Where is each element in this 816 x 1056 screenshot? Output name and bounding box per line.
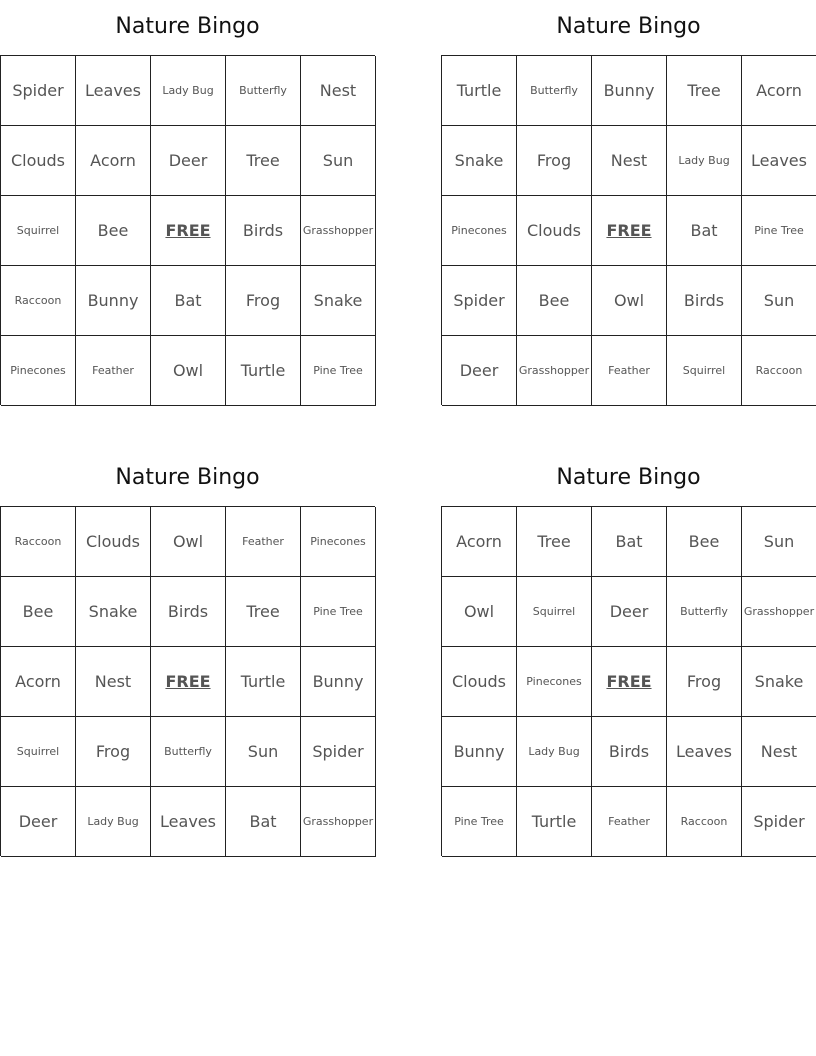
bingo-cell: Deer — [592, 577, 667, 647]
bingo-cell: Pinecones — [1, 336, 76, 406]
card-title: Nature Bingo — [556, 465, 701, 490]
bingo-cell: Spider — [742, 787, 816, 857]
bingo-grid — [0, 55, 375, 405]
bingo-cell: Bunny — [592, 56, 667, 126]
bingo-cell: Pine Tree — [301, 336, 376, 406]
bingo-cell: Feather — [592, 787, 667, 857]
bingo-cell: Butterfly — [517, 56, 592, 126]
bingo-cell: Owl — [151, 336, 226, 406]
bingo-cell: Acorn — [1, 647, 76, 717]
bingo-cell: Tree — [667, 56, 742, 126]
bingo-cell: Deer — [151, 126, 226, 196]
bingo-cell: Tree — [517, 507, 592, 577]
bingo-cell: Feather — [76, 336, 151, 406]
bingo-cell: Lady Bug — [151, 56, 226, 126]
bingo-cell: Lady Bug — [667, 126, 742, 196]
bingo-cell: Spider — [301, 717, 376, 787]
bingo-cell: Nest — [742, 717, 816, 787]
bingo-cell: Turtle — [442, 56, 517, 126]
bingo-cell: Bunny — [301, 647, 376, 717]
bingo-cell: Bat — [592, 507, 667, 577]
bingo-cell: Squirrel — [1, 196, 76, 266]
bingo-cell: Pinecones — [442, 196, 517, 266]
bingo-cell: Sun — [742, 266, 816, 336]
bingo-cell: Feather — [226, 507, 301, 577]
bingo-cell: Spider — [1, 56, 76, 126]
bingo-cell: Turtle — [226, 647, 301, 717]
bingo-cell: Deer — [1, 787, 76, 857]
card-title: Nature Bingo — [115, 465, 260, 490]
card-title: Nature Bingo — [556, 14, 701, 39]
free-space-cell: FREE — [592, 647, 667, 717]
bingo-cell: Birds — [592, 717, 667, 787]
bingo-cell: Turtle — [517, 787, 592, 857]
bingo-grid — [0, 506, 375, 856]
bingo-cell: Nest — [301, 56, 376, 126]
bingo-cell: Grasshopper — [301, 196, 376, 266]
free-space-cell: FREE — [592, 196, 667, 266]
bingo-cell: Bee — [517, 266, 592, 336]
bingo-card — [441, 10, 816, 405]
free-space-cell: FREE — [151, 196, 226, 266]
bingo-cell: Snake — [76, 577, 151, 647]
bingo-cell: Butterfly — [667, 577, 742, 647]
bingo-cell: Raccoon — [742, 336, 816, 406]
bingo-cell: Raccoon — [1, 507, 76, 577]
bingo-cell: Bunny — [442, 717, 517, 787]
bingo-cell: Nest — [76, 647, 151, 717]
bingo-cell: Sun — [226, 717, 301, 787]
bingo-cell: Tree — [226, 577, 301, 647]
bingo-card — [0, 10, 375, 405]
bingo-cell: Clouds — [1, 126, 76, 196]
bingo-cell: Snake — [742, 647, 816, 717]
bingo-cell: Acorn — [742, 56, 816, 126]
bingo-card — [441, 461, 816, 856]
bingo-cell: Pine Tree — [742, 196, 816, 266]
bingo-cell: Frog — [226, 266, 301, 336]
card-title: Nature Bingo — [115, 14, 260, 39]
bingo-cell: Snake — [442, 126, 517, 196]
bingo-cell: Raccoon — [1, 266, 76, 336]
bingo-cell: Bat — [226, 787, 301, 857]
bingo-cell: Lady Bug — [517, 717, 592, 787]
bingo-cell: Bee — [76, 196, 151, 266]
bingo-cell: Leaves — [742, 126, 816, 196]
bingo-cell: Squirrel — [517, 577, 592, 647]
bingo-cell: Acorn — [442, 507, 517, 577]
bingo-cell: Raccoon — [667, 787, 742, 857]
bingo-cell: Sun — [301, 126, 376, 196]
bingo-cell: Turtle — [226, 336, 301, 406]
bingo-card — [0, 461, 375, 856]
bingo-cell: Lady Bug — [76, 787, 151, 857]
bingo-cell: Grasshopper — [742, 577, 816, 647]
bingo-cell: Pine Tree — [442, 787, 517, 857]
bingo-cell: Leaves — [76, 56, 151, 126]
bingo-cell: Birds — [667, 266, 742, 336]
bingo-cell: Owl — [592, 266, 667, 336]
bingo-cell: Grasshopper — [301, 787, 376, 857]
bingo-cell: Acorn — [76, 126, 151, 196]
bingo-cell: Bunny — [76, 266, 151, 336]
bingo-cell: Bat — [151, 266, 226, 336]
bingo-cell: Owl — [151, 507, 226, 577]
bingo-cell: Tree — [226, 126, 301, 196]
bingo-cell: Spider — [442, 266, 517, 336]
bingo-cell: Frog — [517, 126, 592, 196]
bingo-cell: Clouds — [76, 507, 151, 577]
bingo-cell: Clouds — [517, 196, 592, 266]
bingo-cell: Butterfly — [151, 717, 226, 787]
bingo-cell: Feather — [592, 336, 667, 406]
bingo-cell: Squirrel — [1, 717, 76, 787]
bingo-cell: Snake — [301, 266, 376, 336]
bingo-cell: Sun — [742, 507, 816, 577]
bingo-cell: Clouds — [442, 647, 517, 717]
bingo-cell: Pinecones — [301, 507, 376, 577]
free-space-cell: FREE — [151, 647, 226, 717]
bingo-cell: Butterfly — [226, 56, 301, 126]
bingo-cell: Birds — [226, 196, 301, 266]
bingo-cell: Pine Tree — [301, 577, 376, 647]
bingo-cell: Birds — [151, 577, 226, 647]
bingo-cell: Nest — [592, 126, 667, 196]
bingo-cell: Leaves — [667, 717, 742, 787]
bingo-cell: Owl — [442, 577, 517, 647]
bingo-cell: Squirrel — [667, 336, 742, 406]
bingo-cell: Grasshopper — [517, 336, 592, 406]
bingo-cell: Deer — [442, 336, 517, 406]
bingo-cell: Pinecones — [517, 647, 592, 717]
bingo-grid — [441, 506, 816, 856]
bingo-grid — [441, 55, 816, 405]
bingo-cell: Frog — [667, 647, 742, 717]
bingo-cell: Bee — [1, 577, 76, 647]
bingo-cell: Frog — [76, 717, 151, 787]
bingo-cell: Bat — [667, 196, 742, 266]
bingo-cell: Bee — [667, 507, 742, 577]
bingo-cell: Leaves — [151, 787, 226, 857]
